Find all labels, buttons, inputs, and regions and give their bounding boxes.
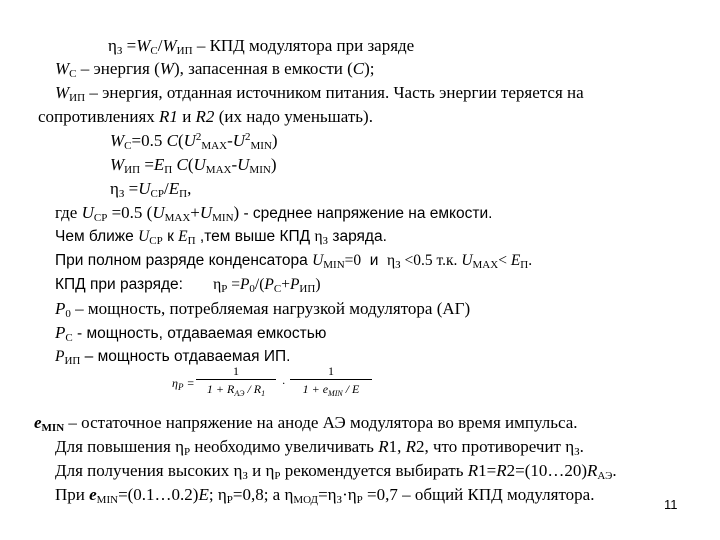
text-line-resistors: сопротивлениях R1 и R2 (их надо уменьшать). [38,107,373,126]
text-line-emin: $e_{MIN}$ – остаточное напряжение на аноде АЭ модулятора во время импульса. [34,413,578,434]
text-line-closer: Чем ближе $U_{CP}$ к $E_П$ ,тем выше КПД $\eta_З$ заряда. [55,228,387,247]
text-line-efficiency-charge: $\eta_З =W_C/W_{ИП}$ – КПД модулятора при заряде [108,36,415,57]
text-line-discharge-efficiency: КПД при разряде: $\eta_P =P_0/(P_C+P_{ИП})$ [55,276,321,295]
text-line-full-discharge: При полном разряде конденсатора $U_{MIN}=0$ и $\eta_З <0.5$ т.к. $U_{MAX}< E_П$. [55,252,533,271]
text-line-recommend: Для получения высоких $\eta_З$ и $\eta_Р$ рекомендуется выбирать $R1=R2=(10\dots 20)R_{АЭ}$. [55,461,617,482]
text-line-energy-capacitor: $W_C$ – энергия (W), запасенная в емкости (C); [55,59,375,80]
formula-eta-p: $\eta_P$ = 1 $1 + R_{AЭ} / R_1$ · 1 $1 + e_{MIN} / E$ [172,364,382,408]
formula-wip: $W_{ИП} =E_П$ $C(U_{MAX}-U_{MIN})$ [110,155,277,176]
text-line-pip: $P_{ИП}$ – мощность отдаваемая ИП. [55,348,291,367]
text-line-energy-source: $W_{ИП}$ – энергия, отданная источником питания. Часть энергии теряется на [55,83,584,104]
formula-eta3: $\eta_З =U_{CP}/E_П$, [110,179,192,200]
text-line-pc: $P_C$ - мощность, отдаваемая емкостью [55,323,327,344]
page-number: 11 [664,497,678,512]
text-line-average-voltage: где $U_{CP} =0.5$ $(U_{MAX}+U_{MIN})$ - среднее напряжение на емкости. [55,203,493,224]
formula-wc: $W_C=0.5$ $C(U^2_{MAX}-U^2_{MIN})$ [110,131,278,152]
text-line-increase: Для повышения $\eta_Р$ необходимо увеличивать R1, R2, что противоречит $\eta_З$. [55,437,584,458]
text-line-p0: $P_0$ – мощность, потребляемая нагрузкой модулятора (АГ) [55,299,471,320]
text-line-result: При $e_{MIN}=(0.1\dots 0.2)E$; $\eta_Р=0,8$; а $\eta_{МОД}=\eta_З\cdot\eta_Р =0,7$ – общий КПД модулятора. [55,485,595,506]
